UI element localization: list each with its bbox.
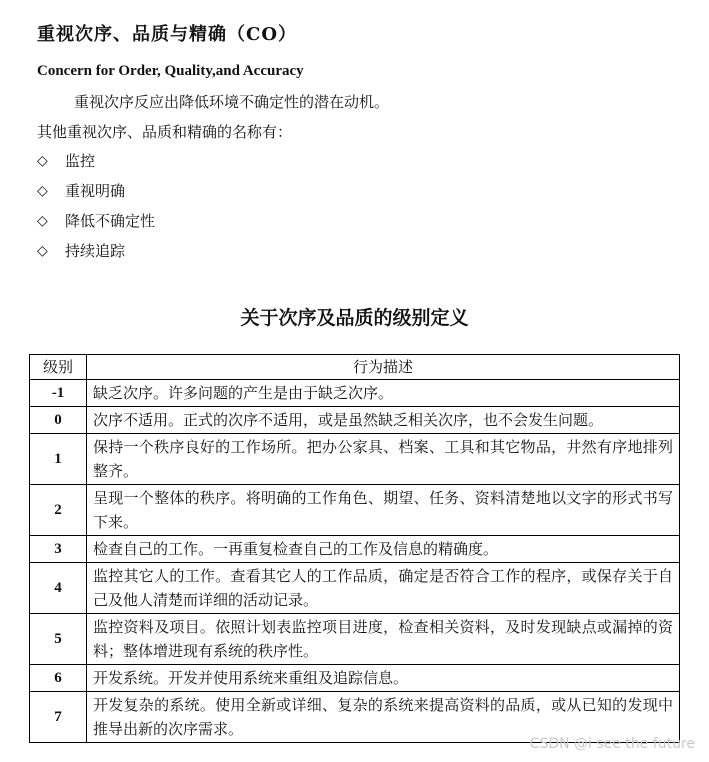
description-cell: 保持一个秩序良好的工作场所。把办公家具、档案、工具和其它物品，井然有序地排列整齐。: [87, 434, 680, 485]
table-row: [30, 665, 680, 692]
level-definition-table: [29, 354, 680, 743]
table-row: [30, 407, 680, 434]
list-item-text: 重视明确: [65, 182, 126, 200]
watermark: CSDN @i see the future: [529, 736, 695, 752]
description-cell: 缺乏次序。许多问题的产生是由于缺乏次序。: [87, 380, 680, 407]
diamond-bullet-icon: ◇: [37, 153, 48, 169]
description-cell: 呈现一个整体的秩序。将明确的工作角色、期望、任务、资料清楚地以文字的形式书写下来。: [87, 485, 680, 536]
level-cell: 0: [30, 407, 87, 434]
description-cell: 开发系统。开发并使用系统来重组及追踪信息。: [87, 665, 680, 692]
diamond-bullet-icon: ◇: [37, 213, 48, 229]
description-cell: 监控资料及项目。依照计划表监控项目进度，检查相关资料，及时发现缺点或漏掉的资料；整体增进现有系统的秩序性。: [87, 614, 680, 665]
table-header-row: [30, 355, 680, 380]
description-cell: 监控其它人的工作。查看其它人的工作品质，确定是否符合工作的程序，或保存关于自己及他人清楚而详细的活动记录。: [87, 563, 680, 614]
list-item: [37, 236, 155, 266]
level-cell: 7: [30, 692, 87, 743]
level-cell: -1: [30, 380, 87, 407]
intro-paragraph: 重视次序反应出降低环境不确定性的潜在动机。: [74, 93, 390, 111]
list-item: [37, 176, 155, 206]
table-row: [30, 536, 680, 563]
description-cell: 开发复杂的系统。使用全新或详细、复杂的系统来提高资料的品质，或从已知的发现中推导出新的次序需求。: [87, 692, 680, 743]
table-row: [30, 563, 680, 614]
level-cell: 1: [30, 434, 87, 485]
table-row: [30, 485, 680, 536]
level-cell: 6: [30, 665, 87, 692]
description-cell: 检查自己的工作。一再重复检查自己的工作及信息的精确度。: [87, 536, 680, 563]
description-cell: 次序不适用。正式的次序不适用，或是虽然缺乏相关次序，也不会发生问题。: [87, 407, 680, 434]
table-row: [30, 614, 680, 665]
page-title: 重视次序、品质与精确（CO）: [37, 24, 298, 45]
other-names-label: 其他重视次序、品质和精确的名称有：: [37, 123, 293, 141]
list-item: [37, 206, 155, 236]
level-cell: 5: [30, 614, 87, 665]
level-cell: 2: [30, 485, 87, 536]
table-row: [30, 434, 680, 485]
column-header-description: 行为描述: [87, 355, 680, 380]
english-subtitle: Concern for Order, Quality,and Accuracy: [37, 63, 304, 79]
diamond-bullet-icon: ◇: [37, 183, 48, 199]
list-item: [37, 146, 155, 176]
list-item-text: 降低不确定性: [65, 212, 156, 230]
diamond-bullet-icon: ◇: [37, 243, 48, 259]
table-row: [30, 380, 680, 407]
level-cell: 4: [30, 563, 87, 614]
level-cell: 3: [30, 536, 87, 563]
table-row: [30, 692, 680, 743]
other-names-list: [37, 146, 155, 266]
list-item-text: 监控: [65, 152, 96, 170]
column-header-level: 级别: [30, 355, 87, 380]
list-item-text: 持续追踪: [65, 242, 126, 260]
table-title: 关于次序及品质的级别定义: [240, 307, 469, 329]
